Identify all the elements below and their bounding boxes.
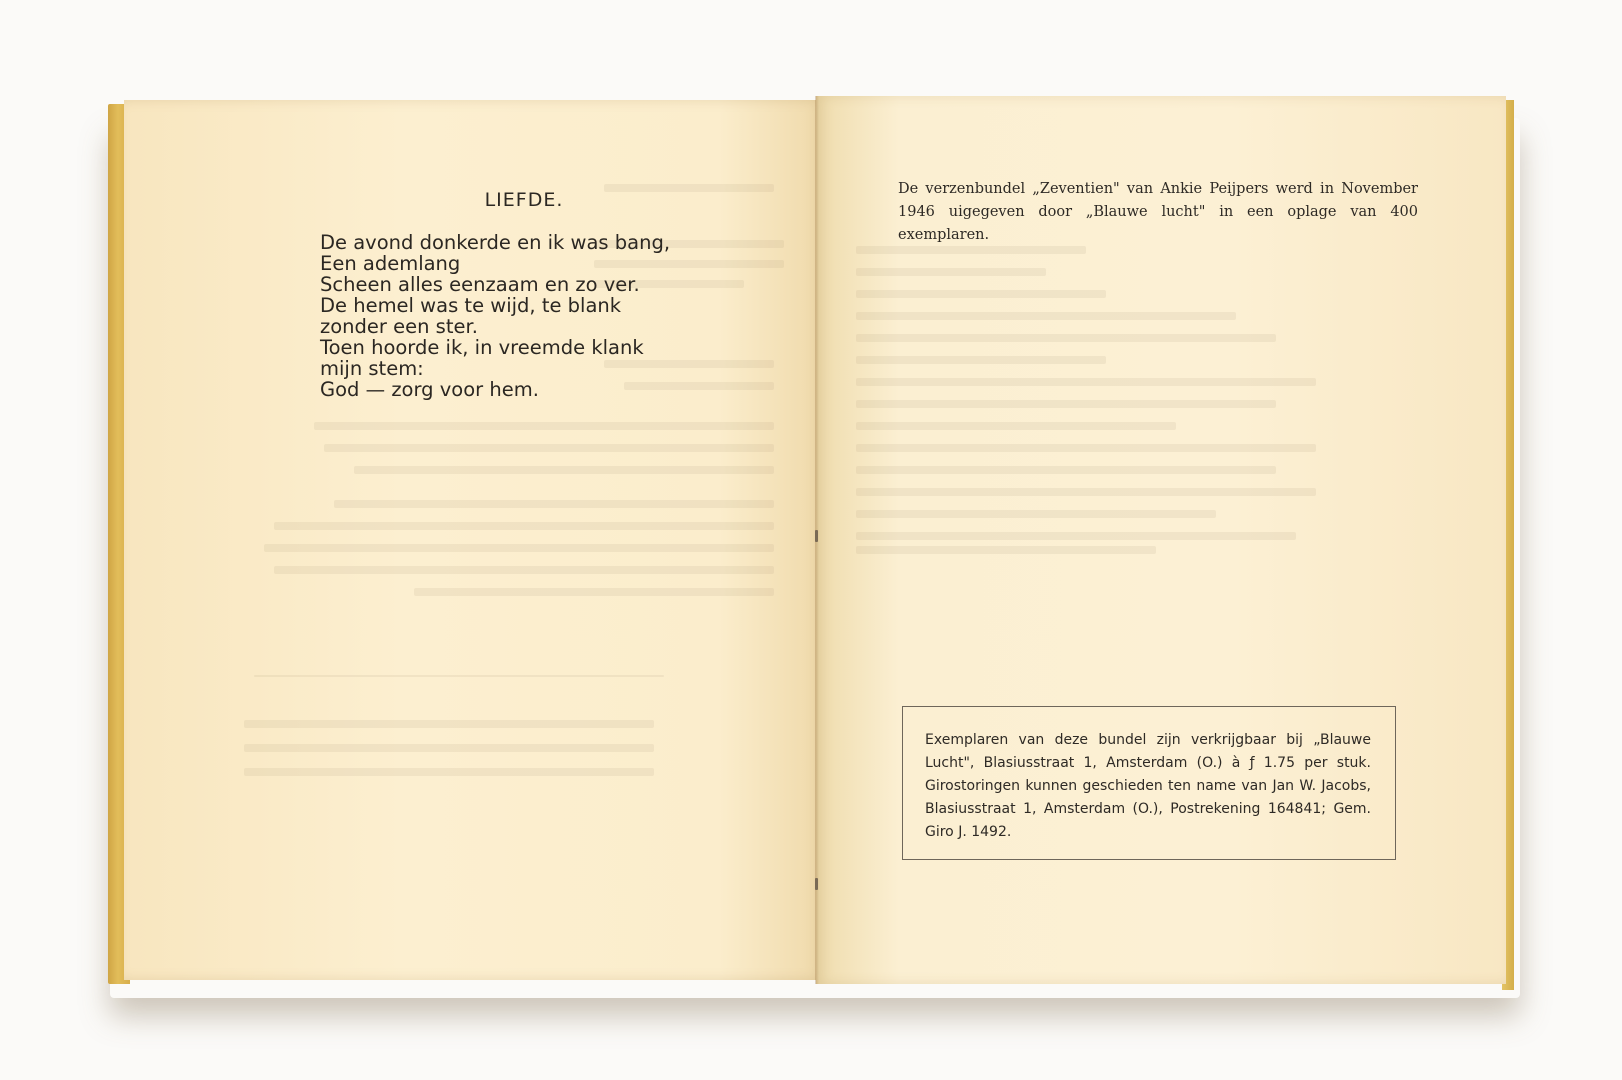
show-through	[274, 566, 774, 574]
show-through	[244, 744, 654, 752]
ordering-notice: Exemplaren van deze bundel zijn verkrijgbaar bij „Blauwe Lucht", Blasiusstraat 1, Amsterdam (O.) à ƒ 1.75 per stuk. Girostoringen kunnen geschieden ten name van Jan W. Jacobs, Blasiusstraat 1, Amsterdam (O.), Postrekening 164841; Gem. Giro J. 1492.	[925, 732, 1371, 840]
poem-line: zonder een ster.	[320, 315, 478, 338]
left-page	[124, 100, 824, 980]
show-through	[856, 546, 1156, 554]
poem-line: De hemel was te wijd, te blank	[320, 294, 622, 317]
show-through	[604, 184, 774, 192]
poem-line: God — zorg voor hem.	[320, 378, 539, 401]
binding-staple	[815, 530, 818, 542]
poem-line: Toen hoorde ik, in vreemde klank	[320, 336, 644, 359]
show-through	[856, 422, 1176, 430]
show-through	[856, 532, 1296, 540]
colophon: De verzenbundel „Zeventien" van Ankie Peijpers werd in November 1946 uigegeven door „Blauwe lucht" in een oplage van 400 exemplaren.	[898, 181, 1418, 243]
show-through	[314, 422, 774, 430]
show-through	[856, 312, 1236, 320]
poem-line: De avond donkerde en ik was bang,	[320, 231, 671, 254]
show-through	[856, 268, 1046, 276]
show-through	[334, 500, 774, 508]
show-through	[856, 246, 1086, 254]
show-through	[856, 510, 1216, 518]
poem	[320, 232, 760, 400]
show-through	[856, 290, 1106, 298]
show-through	[856, 488, 1316, 496]
show-through	[244, 720, 654, 728]
show-through	[856, 400, 1276, 408]
poem-line: Scheen alles eenzaam en zo ver.	[320, 273, 640, 296]
show-through	[856, 444, 1316, 452]
show-through	[354, 466, 774, 474]
poem-title: LIEFDE.	[484, 189, 564, 211]
show-through	[254, 675, 664, 677]
poem-line: Een ademlang	[320, 252, 461, 275]
poem-line: mijn stem:	[320, 357, 424, 380]
show-through	[264, 544, 774, 552]
right-page	[816, 96, 1506, 984]
show-through	[856, 334, 1276, 342]
show-through	[856, 466, 1276, 474]
show-through	[274, 522, 774, 530]
ordering-notice-box	[902, 706, 1396, 860]
show-through	[414, 588, 774, 596]
show-through	[856, 356, 1106, 364]
show-through	[856, 378, 1316, 386]
show-through	[324, 444, 774, 452]
show-through	[244, 768, 654, 776]
binding-staple	[815, 878, 818, 890]
